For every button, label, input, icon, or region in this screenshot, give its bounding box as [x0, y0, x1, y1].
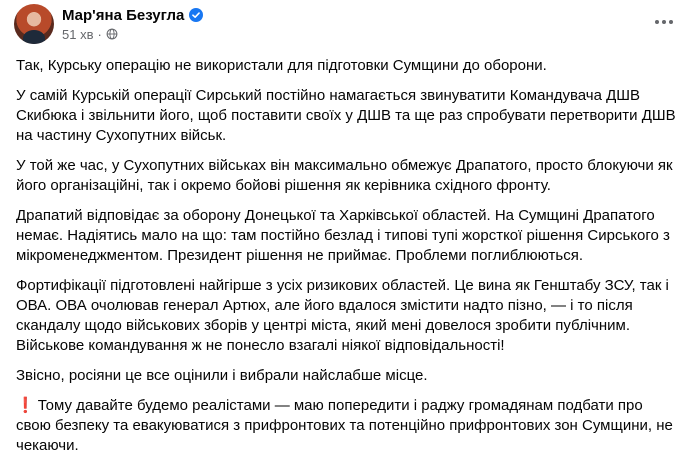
post-content [16, 56, 676, 466]
author-line [62, 5, 203, 25]
globe-icon[interactable] [106, 28, 118, 40]
post-paragraph: Фортифікації підготовлені найгірше з усіх ризикових областей. Це вина як Генштабу ЗСУ, так і ОВА. ОВА очолював генерал Артюх, але його вдалося змістити надто пізно, — і то після скандалу щодо військових зборів у центрі міста, який мені довелося зробити публічним. Військове командування ж не понесло взагалі ніякої відповідальності! [16, 277, 669, 354]
more-dot [662, 20, 666, 24]
post-meta [62, 25, 203, 43]
more-dot [655, 20, 659, 24]
post-paragraph: У той же час, у Сухопутних військах він максимально обмежує Драпатого, просто блокуючи як його організаційні, так і окремо бойові рішення як керівника східного фронту. [16, 157, 673, 194]
author-name[interactable]: Мар'яна Безугла [62, 6, 185, 24]
post-paragraph: Так, Курську операцію не використали для підготовки Сумщини до оборони. [16, 57, 547, 74]
exclamation-icon: ❗ [16, 397, 35, 414]
post-time[interactable]: 51 хв [62, 26, 94, 42]
more-options-icon[interactable] [652, 12, 676, 32]
more-dot [669, 20, 673, 24]
post-header [14, 2, 203, 46]
author-avatar[interactable] [14, 4, 54, 44]
post-paragraph: Звісно, росіяни це все оцінили і вибрали найслабше місце. [16, 367, 428, 384]
meta-separator: · [97, 26, 102, 42]
post-paragraph: Драпатий відповідає за оборону Донецької та Харківської областей. На Сумщині Драпатого немає. Надіятись мало на що: там постійно безлад і типові тупі жорсткої рішення Сирського з мікроменеджментом. Президент рішення не приймає. Проблеми поглиблюються. [16, 207, 670, 264]
post-paragraph-warning [16, 396, 676, 456]
post-paragraph: У самій Курській операції Сирський постійно намагається звинуватити Командувача ДШВ Скибюка і звільнити його, щоб поставити своїх у ДШВ та ще раз спробувати перетворити ДШВ на частину Сухопутних військ. [16, 87, 676, 144]
author-block [62, 5, 203, 43]
warning-text: Тому давайте будемо реалістами — маю попередити і раджу громадянам подбати про свою безпеку та евакуюватися з прифронтових та потенційно прифронтових зон Сумщини, не чекаючи. [16, 397, 673, 454]
verified-badge-icon [189, 8, 203, 22]
